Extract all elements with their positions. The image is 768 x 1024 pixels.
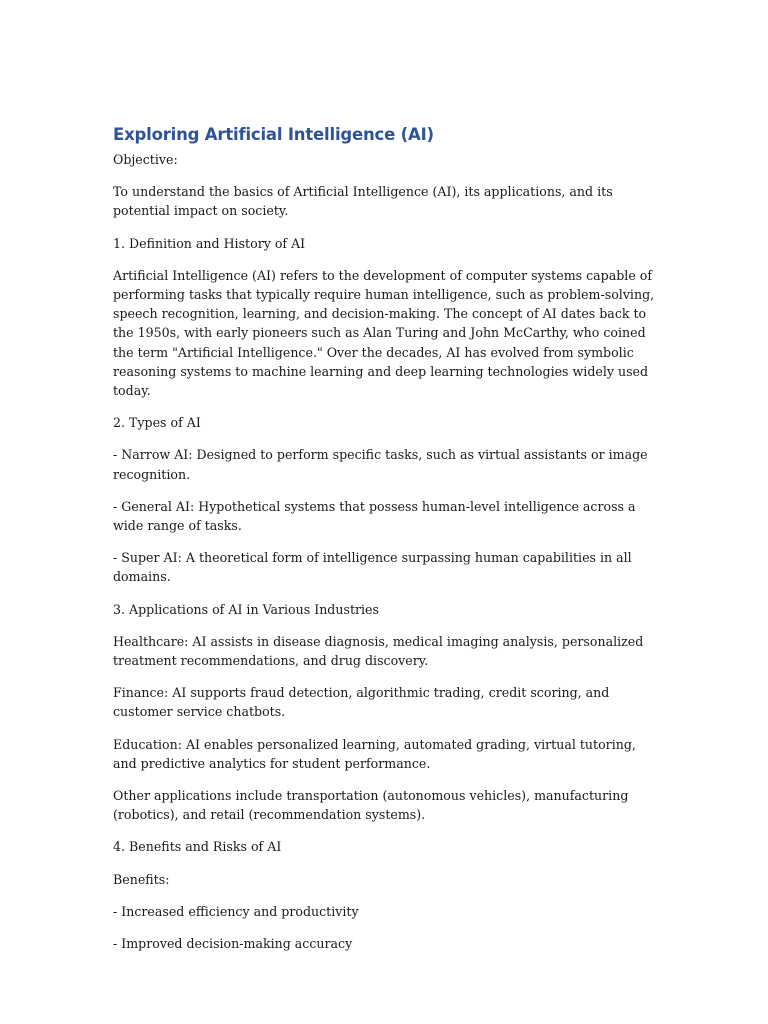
list-item: - Increased efficiency and productivity [113,903,359,919]
list-item: - Improved decision-making accuracy [113,936,353,952]
objective-label: Objective: [113,152,178,167]
paragraph: Finance: AI supports fraud detection, algorithmic trading, credit scoring, and customer service chatbots. [113,685,610,720]
paragraph: Education: AI enables personalized learning, automated grading, virtual tutoring, and predictive analytics for student performance. [113,736,636,771]
document-title: Exploring Artificial Intelligence (AI) [113,125,434,144]
objective-text: To understand the basics of Artificial Intelligence (AI), its applications, and its potential impact on society. [113,184,613,219]
list-item: - Super AI: A theoretical form of intelligence surpassing human capabilities in all domains. [113,550,632,585]
document-page [113,124,661,966]
list-item: - General AI: Hypothetical systems that possess human-level intelligence across a wide range of tasks. [113,498,636,534]
section-1-heading: 1. Definition and History of AI [113,235,306,251]
section-3-heading: 3. Applications of AI in Various Industries [113,601,379,617]
section-1-body: Artificial Intelligence (AI) refers to the development of computer systems capable of performing tasks that typically require human intelligence, such as problem-solving, speech recognition, learning, and decision-making. The concept of AI dates back to the 1950s, with early pioneers such as Alan Turing and John McCarthy, who coined the term "Artificial Intelligence." Over the decades, AI has evolved from symbolic reasoning systems to machine learning and deep learning technologies widely used today. [113,267,655,399]
list-item: - Narrow AI: Designed to perform specific tasks, such as virtual assistants or image recognition. [113,447,648,482]
section-2-heading: 2. Types of AI [113,415,201,431]
paragraph: Healthcare: AI assists in disease diagnosis, medical imaging analysis, personalized treatment recommendations, and drug discovery. [113,633,644,669]
benefits-label: Benefits: [113,871,170,887]
section-4-heading: 4. Benefits and Risks of AI [113,839,282,855]
paragraph: Other applications include transportation (autonomous vehicles), manufacturing (robotics), and retail (recommendation systems). [113,788,629,823]
